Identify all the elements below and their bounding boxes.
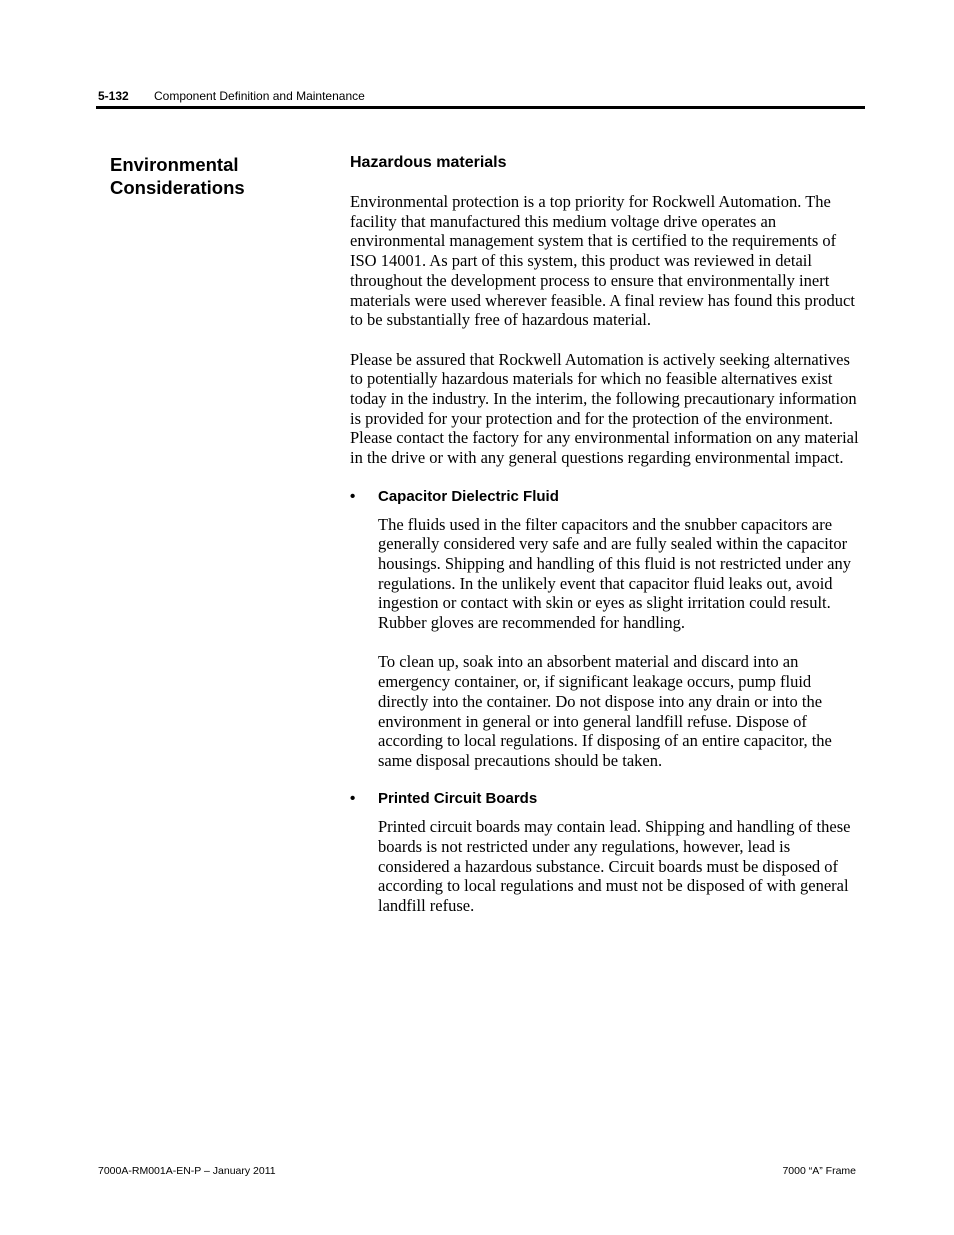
side-heading-line-1: Environmental	[110, 154, 239, 175]
header-rule	[96, 106, 865, 109]
footer-publication: 7000A-RM001A-EN-P – January 2011	[98, 1165, 276, 1177]
section-title: Hazardous materials	[350, 154, 507, 171]
side-heading	[110, 153, 320, 199]
bullet-capacitor-fluid	[350, 488, 865, 506]
intro-paragraph-1: Environmental protection is a top priority for Rockwell Automation. The facility that manufactured this medium voltage drive operates an environmental management system that is certified to the requirements of ISO 14001. As part of this system, this product was reviewed in detail throughout the development process to ensure that environmentally inert materials were used wherever feasible. A final review has found this product to be substantially free of hazardous material.	[350, 192, 855, 330]
running-header	[98, 89, 864, 105]
page-number: 5-132	[98, 89, 129, 103]
bullet-title: Capacitor Dielectric Fluid	[378, 487, 559, 505]
intro-paragraph-2: Please be assured that Rockwell Automation is actively seeking alternatives to potentially hazardous materials for which no feasible alternatives exist today in the industry. In the interim, the following precautionary information is provided for your protection and for the protection of the environment. Please contact the factory for any environmental information on any material in the drive or with any general questions regarding environmental impact.	[350, 349, 859, 468]
chapter-title: Component Definition and Maintenance	[154, 89, 365, 103]
bullet-marker: •	[350, 790, 356, 808]
capacitor-paragraph-1: The fluids used in the filter capacitors and the snubber capacitors are generally considered very safe and are fully sealed within the capacitor housings. Shipping and handling of this fluid is not restricted under any regulations. In the unlikely event that capacitor fluid leaks out, avoid ingestion or contact with skin or eyes as slight irritation could result. Rubber gloves are recommended for handling.	[378, 514, 851, 633]
main-content	[350, 153, 865, 936]
bullet-circuit-boards	[350, 790, 865, 808]
side-heading-line-2: Considerations	[110, 177, 245, 198]
capacitor-paragraph-2: To clean up, soak into an absorbent material and discard into an emergency container, or, if significant leakage occurs, pump fluid directly into the container. Do not dispose into any drain or into the environment in general or into general landfill refuse. Dispose of according to local regulations. If disposing of an entire capacitor, the same disposal precautions should be taken.	[378, 652, 832, 770]
footer-product: 7000 “A” Frame	[782, 1165, 856, 1177]
circuit-boards-paragraph: Printed circuit boards may contain lead. Shipping and handling of these boards is not restricted under any regulations, however, lead is considered a hazardous substance. Circuit boards must be disposed of according to local regulations and must not be disposed of with general landfill refuse.	[378, 817, 851, 916]
bullet-title: Printed Circuit Boards	[378, 790, 538, 808]
bullet-marker: •	[350, 487, 356, 505]
